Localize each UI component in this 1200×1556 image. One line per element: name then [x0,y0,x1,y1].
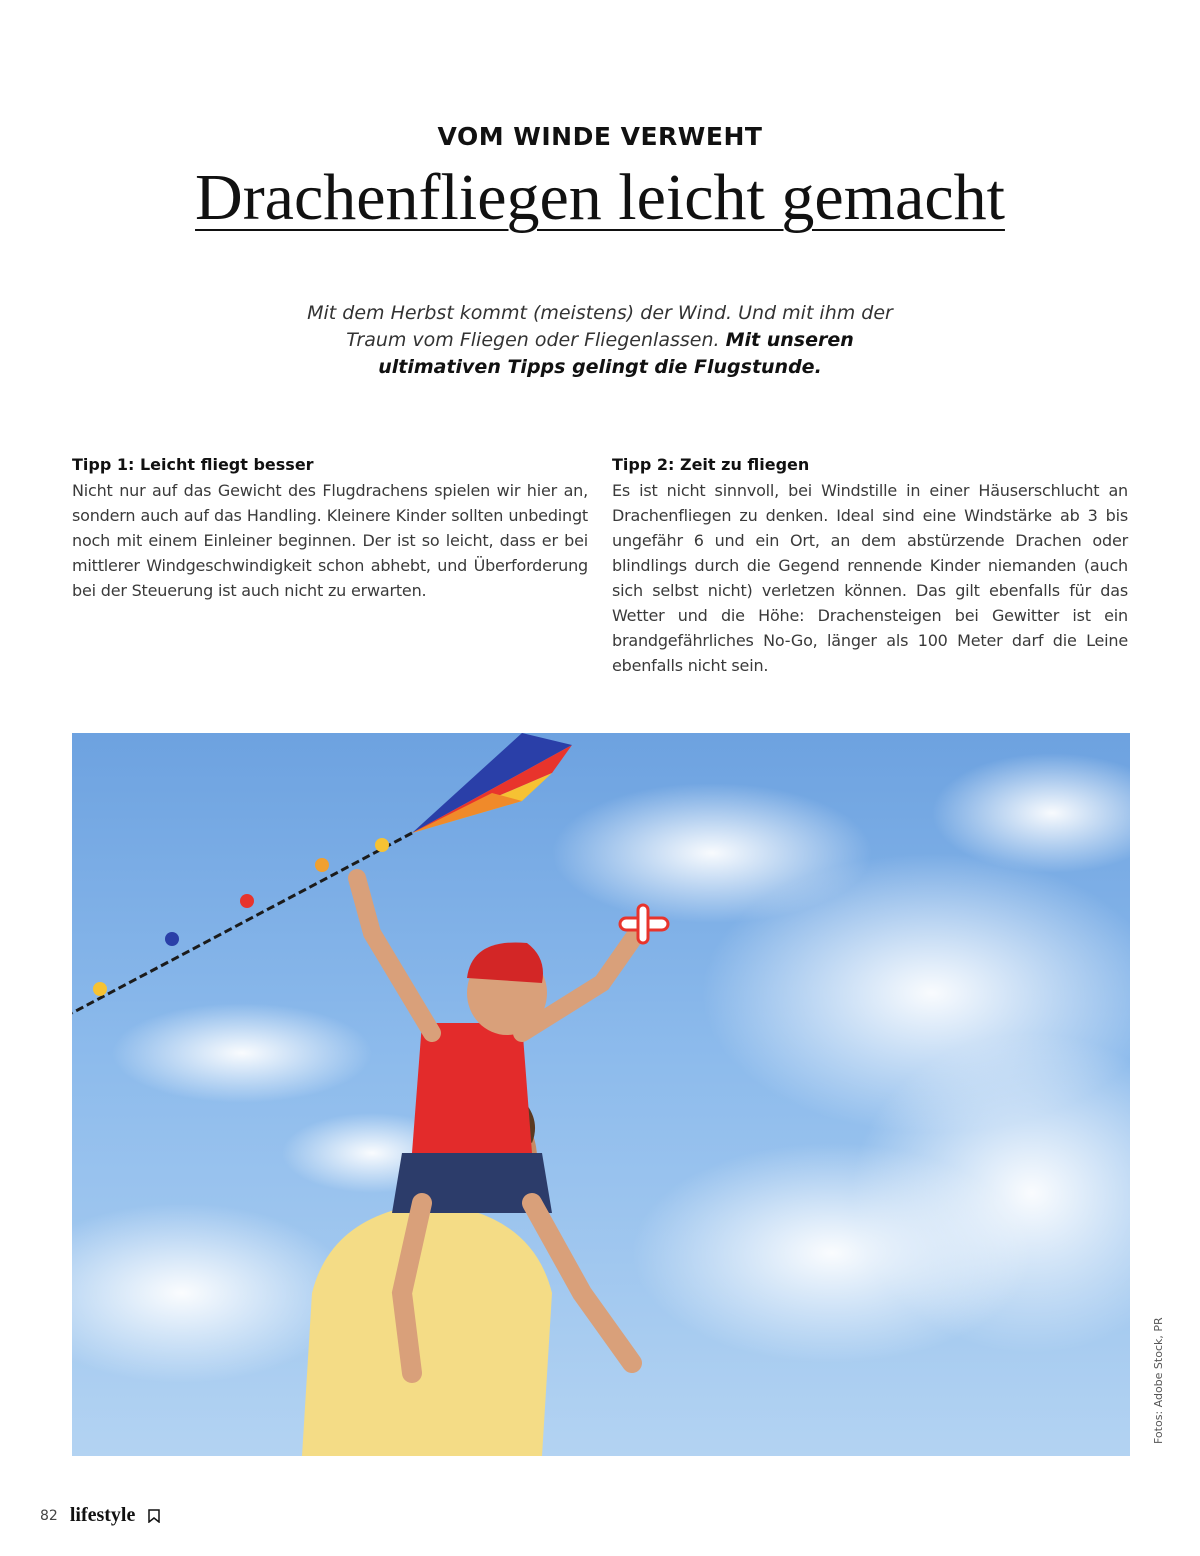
intro-text: Mit dem Herbst kommt (meistens) der Wind. Und mit ihm der Traum vom Fliegen oder Fliegenlassen. [307,302,893,351]
article-headline: Drachenfliegen leicht gemacht [195,161,1005,234]
article-kicker: VOM WINDE VERWEHT [437,122,763,151]
kite-photo-illustration [72,733,1130,1456]
intro-highlight: Mit unseren ultimativen Tipps gelingt die Flugstunde. [378,329,854,378]
bookmark-icon [147,1509,161,1523]
tip-2-column [612,454,1128,678]
tip-2-title: Tipp 2: Zeit zu fliegen [612,455,810,474]
article-intro [290,300,910,381]
tip-2-text: Es ist nicht sinnvoll, bei Windstille in einer Häuserschlucht an Drachenfliegen zu denken. Ideal sind eine Windstärke ab 3 bis ungefähr 6 und ein Ort, an dem abstürzende Drachen oder blindlings durch die Gegend rennende Kinder niemanden (auch sich selbst nicht) verletzen können. Das gilt ebenfalls für das Wetter und die Höhe: Drachensteigen bei Gewitter ist ein brandgefährliches No-Go, länger als 100 Meter darf die Leine ebenfalls nicht sein. [612,481,1128,675]
page-number: 82 [40,1507,58,1524]
photo-credit: Fotos: Adobe Stock, PR [1152,1317,1165,1444]
clouds [72,753,1130,1383]
tip-1-column [72,454,588,603]
tip-1-title: Tipp 1: Leicht fliegt besser [72,455,314,474]
kite-photo [72,733,1130,1456]
magazine-brand: lifestyle [69,1504,136,1526]
page-footer [40,1504,161,1527]
tip-1-text: Nicht nur auf das Gewicht des Flugdrachens spielen wir hier an, sondern auch auf das Handling. Kleinere Kinder sollten unbedingt noch mit einem Einleiner beginnen. Der ist so leicht, dass er bei mittlerer Windgeschwindigkeit schon abhebt, und Überforderung bei der Steuerung ist auch nicht zu erwarten. [72,481,588,600]
